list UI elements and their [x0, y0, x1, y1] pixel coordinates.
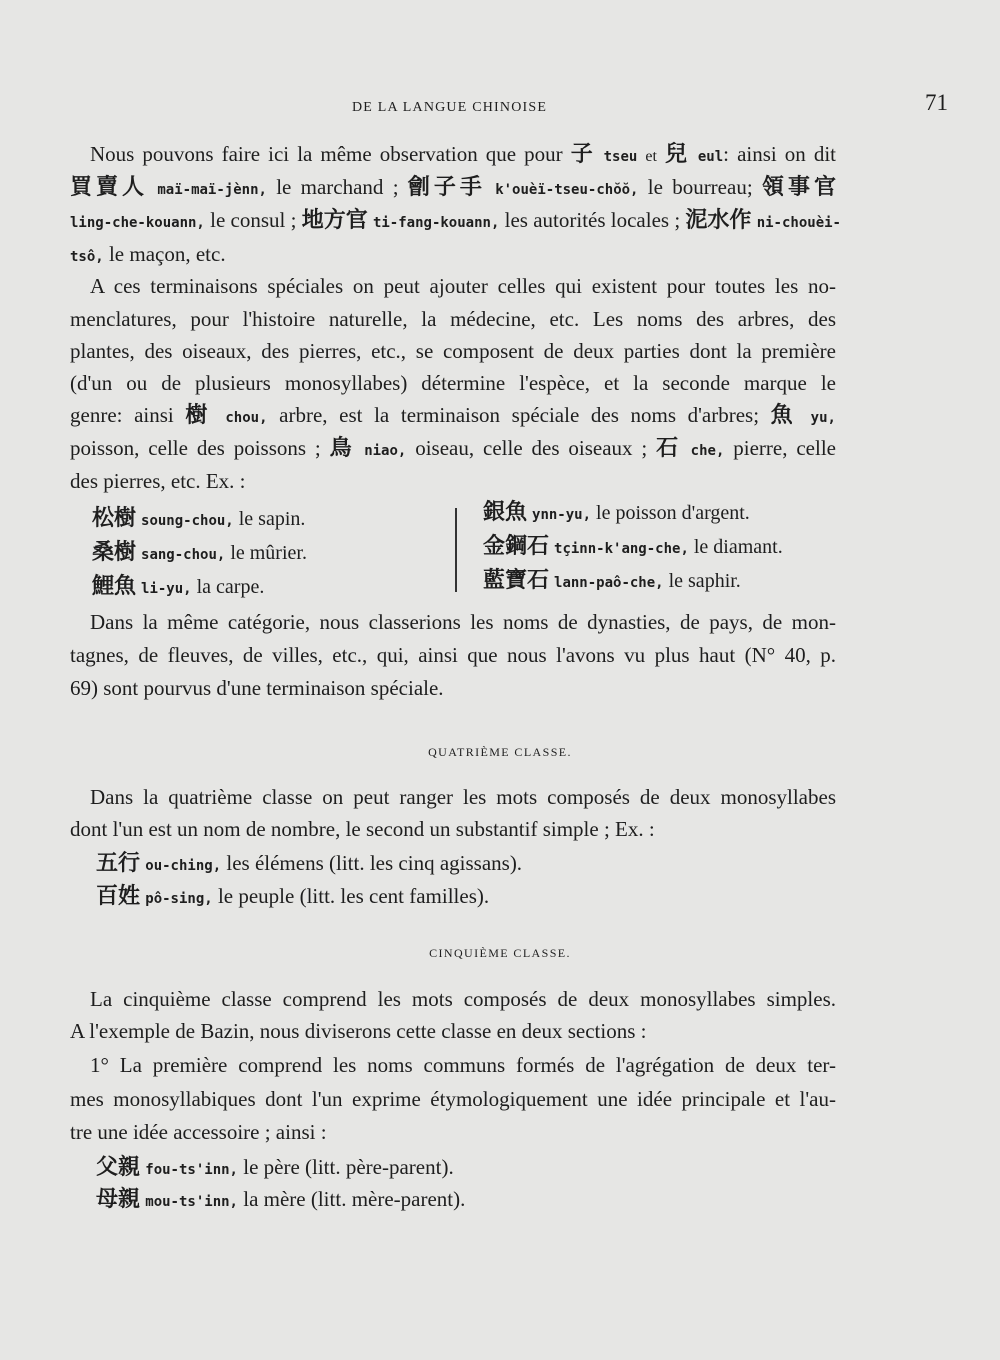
- hanzi-term: 母親: [96, 1187, 141, 1212]
- text-run: le maçon, etc.: [103, 242, 226, 266]
- para1-line2: [70, 173, 836, 204]
- romanization: ti-fang-kouann,: [372, 215, 500, 231]
- example-line: [96, 1185, 465, 1216]
- romanization: yu,: [810, 410, 836, 426]
- romanization: fou-ts'inn,: [145, 1162, 238, 1178]
- examples-left-list: [92, 503, 307, 605]
- gloss: les élémens (litt. les cinq agissans).: [221, 851, 523, 875]
- hanzi-term: 百姓: [96, 884, 141, 909]
- hanzi-term: 桑樹: [92, 540, 137, 565]
- hanzi-term: 買賣人: [70, 175, 149, 200]
- hanzi-term: 鯉魚: [92, 574, 137, 599]
- list-item: [92, 537, 307, 571]
- column-divider: [455, 508, 457, 592]
- para2-line1: A ces terminaisons spéciales on peut ajouter celles qui existent pour toutes les no-: [90, 274, 836, 298]
- hanzi-term: 石: [656, 436, 682, 461]
- example-line: [96, 882, 489, 913]
- gloss: le poisson d'argent.: [591, 502, 750, 524]
- gloss: le diamant.: [688, 536, 783, 558]
- romanization: ni-chouèi-: [756, 215, 841, 231]
- text-run: le consul ;: [204, 208, 302, 232]
- examples-right-list: [483, 497, 783, 599]
- hanzi-term: 松樹: [92, 506, 137, 531]
- text-run: arbre, est la terminaison spéciale des noms d'arbres;: [267, 403, 771, 427]
- section4-line1: Dans la quatrième classe on peut ranger les mots composés de deux monosyllabes: [90, 785, 836, 809]
- section5-line2: A l'exemple de Bazin, nous diviserons cette classe en deux sections :: [70, 1019, 647, 1043]
- gloss: le sapin.: [233, 508, 306, 530]
- hanzi-term: 藍寶石: [483, 568, 550, 593]
- romanization: eul: [697, 149, 724, 165]
- romanization: ynn-yu,: [532, 507, 592, 523]
- gloss: le mûrier.: [225, 542, 307, 564]
- text-run: oiseau, celle des oiseaux ;: [406, 436, 657, 460]
- gloss: le saphir.: [663, 570, 741, 592]
- para2-line7: des pierres, etc. Ex. :: [70, 469, 246, 493]
- hanzi-term: 金鋼石: [483, 534, 550, 559]
- list-item: [483, 565, 783, 599]
- romanization: tsô,: [70, 249, 104, 265]
- hanzi-term: 銀魚: [483, 500, 528, 525]
- text-run: le bourreau;: [638, 175, 762, 199]
- romanization: ling-che-kouann,: [70, 215, 205, 231]
- romanization: li-yu,: [141, 581, 192, 597]
- list-item: [92, 571, 307, 605]
- hanzi-term: 兒: [665, 142, 690, 167]
- hanzi-term: 劊子手: [407, 175, 486, 200]
- hanzi-term: 泥水作: [685, 208, 752, 233]
- para2-line6: [70, 434, 836, 465]
- romanization: pô-sing,: [145, 891, 213, 907]
- romanization: niao,: [364, 443, 407, 459]
- section4-line2: dont l'un est un nom de nombre, le second un substantif simple ; Ex. :: [70, 817, 655, 841]
- gloss: le père (litt. père-parent).: [237, 1155, 454, 1179]
- section5-line1: La cinquième classe comprend les mots composés de deux monosyllabes simples.: [90, 987, 836, 1011]
- list-item: [483, 531, 783, 565]
- romanization: che,: [690, 443, 725, 459]
- hanzi-term: 父親: [96, 1155, 141, 1180]
- hanzi-term: 子: [570, 142, 596, 167]
- text-run: Nous pouvons faire ici la même observation que pour: [90, 142, 571, 166]
- para3-line1: Dans la même catégorie, nous classerions les noms de dynasties, de pays, de mon-: [90, 610, 836, 634]
- page-number: 71: [925, 90, 948, 115]
- section5-line3: 1° La première comprend les noms communs formés de l'agrégation de deux ter-: [90, 1053, 836, 1077]
- text-run: pierre, celle: [724, 436, 836, 460]
- para2-line5: [70, 401, 836, 432]
- romanization: tseu: [603, 149, 638, 165]
- para1-line3: [70, 206, 841, 237]
- gloss: la mère (litt. mère-parent).: [237, 1187, 466, 1211]
- hanzi-term: 鳥: [329, 436, 356, 461]
- example-line: [96, 849, 522, 880]
- romanization: sang-chou,: [141, 547, 226, 563]
- running-header: [70, 88, 960, 128]
- text-run: les autorités locales ;: [499, 208, 686, 232]
- romanization: maï-maï-jènn,: [157, 182, 267, 198]
- section5-line5: tre une idée accessoire ; ainsi :: [70, 1120, 327, 1144]
- hanzi-term: 魚: [770, 403, 800, 428]
- section-heading-quatrieme: QUATRIÈME CLASSE.: [428, 745, 572, 759]
- gloss: le peuple (litt. les cent familles).: [212, 884, 490, 908]
- para1-line1: [90, 140, 836, 171]
- para2-line4: (d'un ou de plusieurs monosyllabes) détermine l'espèce, et la seconde marque le: [70, 371, 836, 395]
- romanization: chou,: [225, 410, 268, 426]
- list-item: [483, 497, 783, 531]
- para2-line2: menclatures, pour l'histoire naturelle, la médecine, etc. Les noms des arbres, des: [70, 307, 836, 331]
- hanzi-term: 五行: [96, 851, 141, 876]
- romanization: ou-ching,: [145, 858, 222, 874]
- para1-line4: [70, 240, 836, 271]
- text-run: le marchand ;: [266, 175, 408, 199]
- running-title: DE LA LANGUE CHINOISE: [352, 100, 548, 115]
- hanzi-term: 領事官: [761, 175, 836, 200]
- hanzi-term: 樹: [185, 403, 214, 428]
- para2-line3: plantes, des oiseaux, des pierres, etc., se composent de deux parties dont la première: [70, 339, 836, 363]
- para3-line2: tagnes, de fleuves, de villes, etc., qui, ainsi que nous l'avons vu plus haut (N° 40, p.: [70, 643, 836, 667]
- gloss: la carpe.: [191, 576, 265, 598]
- section5-line4: mes monosyllabiques dont l'un exprime étymologiquement une idée principale et l'au-: [70, 1087, 836, 1111]
- para3-line3: 69) sont pourvus d'une terminaison spéciale.: [70, 676, 444, 700]
- romanization: mou-ts'inn,: [145, 1194, 238, 1210]
- romanization: lann-paô-che,: [554, 575, 664, 591]
- text-run: et: [645, 148, 657, 165]
- example-line: [96, 1153, 454, 1184]
- hanzi-term: 地方官: [301, 208, 368, 233]
- text-run: : ainsi on dit: [723, 142, 837, 166]
- text-run: genre: ainsi: [70, 403, 186, 427]
- romanization: soung-chou,: [141, 513, 234, 529]
- section-heading-cinquieme: CINQUIÈME CLASSE.: [429, 946, 571, 960]
- text-run: poisson, celle des poissons ;: [70, 436, 330, 460]
- list-item: [92, 503, 307, 537]
- romanization: tçinn-k'ang-che,: [554, 541, 689, 557]
- romanization: k'ouèï-tseu-chŏŏ,: [495, 182, 639, 198]
